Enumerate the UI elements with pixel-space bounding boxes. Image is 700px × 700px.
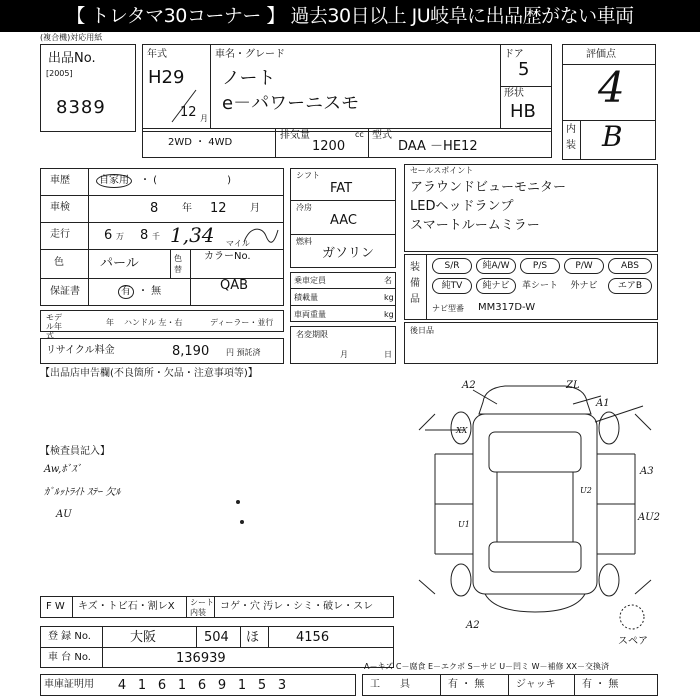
month: 12: [180, 105, 197, 120]
cert-digit: 4: [117, 678, 127, 693]
inspection-label: 車検: [50, 202, 70, 213]
mark-a2-top: A2: [462, 380, 476, 391]
recycle-unit: 円 預託済: [226, 348, 261, 357]
equip-ext-navi: 外ナビ: [570, 281, 598, 291]
navi-model: MM317D-W: [478, 302, 536, 313]
interior-score: B: [602, 120, 623, 153]
spare-label: スペア: [618, 636, 648, 647]
history-rest: ・ ( ): [140, 175, 231, 186]
remarks-header: 【出品店申告欄(不良箇所・欠品・注意事項等)】: [40, 368, 258, 379]
color-change-1: 色: [174, 254, 182, 263]
shift-value: FAT: [330, 181, 353, 196]
tools-value: 有 ・ 無: [448, 679, 485, 690]
fw-label: F W: [46, 601, 65, 612]
inspector-line3: AU: [56, 509, 72, 520]
displacement: 1200: [312, 139, 346, 154]
year-label: 年式: [147, 49, 167, 60]
lot-label: 出品No.: [48, 51, 96, 66]
warranty-yes: 有: [118, 285, 134, 299]
tools-label: 工 具: [370, 679, 410, 690]
reg-class: 504: [204, 630, 229, 645]
capacity-label: 乗車定員: [294, 276, 326, 285]
load-unit: kg: [384, 293, 394, 302]
doors: 5: [518, 59, 530, 80]
disp-label: 排気量: [280, 130, 310, 141]
cert-label: 車庫証明用: [44, 679, 94, 690]
rear-seat-label: 後日品: [410, 326, 434, 335]
history-label: 車歴: [50, 175, 70, 186]
equip-sr: S/R: [432, 258, 472, 274]
man-unit: 万: [116, 232, 124, 241]
multi-note: (複合機)対応用紙: [40, 33, 103, 42]
car-name: ノート: [222, 68, 276, 89]
ac-value: AAC: [330, 213, 357, 228]
recycle-label: リサイクル料金: [46, 345, 115, 356]
equip-pw: P/W: [564, 258, 604, 274]
era-year: H29: [148, 67, 185, 88]
seat-label-1: シート: [190, 598, 214, 607]
color-no-label: カラーNo.: [204, 251, 251, 262]
equip-alloy: 純A/W: [476, 258, 516, 274]
mileage-label: 走行: [50, 229, 70, 240]
model-code: DAA －HE12: [398, 139, 478, 154]
mark-a2-bottom: A2: [466, 620, 480, 631]
warranty-no: ・ 無: [138, 286, 162, 297]
damage-legend: A－キズ C－腐食 E－エクボ S－サビ U－凹ミ W－補修 XX－交換済: [364, 662, 610, 671]
sales-point-2: LEDヘッドランプ: [410, 199, 514, 214]
header-banner: 【 トレタマ30コーナー 】 過去30日以上 JU岐阜に出品歴がない車両: [0, 0, 700, 32]
mark-zl: ZL: [566, 380, 580, 391]
model-year-label: モデル年式: [46, 313, 62, 340]
fuel-value: ガソリン: [322, 246, 375, 261]
disp-unit: cc: [355, 130, 364, 139]
ink-marks: [226, 492, 256, 532]
cert-digit: 9: [217, 678, 227, 693]
fuel-label: 燃料: [296, 237, 312, 246]
cert-digit: 6: [197, 678, 207, 693]
cert-digit: 1: [137, 678, 147, 693]
shape-label: 形状: [504, 88, 524, 99]
chassis-number: 136939: [176, 651, 226, 666]
insp-month-unit: 月: [250, 203, 260, 214]
insp-year: 8: [150, 201, 159, 216]
equip-leather: 革シート: [521, 281, 558, 291]
recycle-amount: 8,190: [172, 344, 210, 359]
insp-month: 12: [210, 201, 227, 216]
equip-abs: ABS: [608, 258, 652, 274]
shift-label: シフト: [296, 171, 320, 180]
seat-label-2: 内装: [190, 608, 206, 617]
month-unit: 月: [200, 114, 208, 123]
seat-items: コゲ・穴 汚レ・シミ・破レ・スレ: [220, 601, 374, 612]
mark-a1: A1: [596, 398, 610, 409]
equip-label-3: 品: [410, 294, 420, 305]
weight-label: 車両重量: [294, 310, 326, 319]
name-label: 車名・グレード: [215, 49, 285, 60]
mileage-scribble: [240, 224, 280, 248]
cert-digit: 1: [177, 678, 187, 693]
ac-label: 冷房: [296, 203, 312, 212]
doors-label: ドア: [504, 49, 524, 60]
color-no: QAB: [220, 278, 249, 293]
sen-unit: 千: [152, 232, 160, 241]
equip-navi: 純ナビ: [476, 278, 516, 294]
name-change-label: 名変期限: [296, 330, 328, 339]
grade: e－パワーニスモ: [222, 93, 360, 114]
mark-u2: U2: [580, 486, 592, 495]
inspector-line1: Aw,ﾎﾞｽﾞ: [44, 464, 82, 475]
color-value: パール: [100, 256, 139, 271]
reg-kana: ほ: [246, 630, 260, 645]
model-year-unit: 年: [106, 318, 114, 327]
weight-unit: kg: [384, 310, 394, 319]
handle: ハンドル 左・右: [124, 318, 183, 327]
jack-value: 有 ・ 無: [582, 679, 619, 690]
jack-label: ジャッキ: [516, 679, 556, 690]
color-label: 色: [54, 257, 64, 268]
mileage-hand: 1,34: [170, 223, 215, 247]
sales-point-1: アラウンドビューモニター: [410, 180, 567, 195]
lot-number: 8389: [56, 97, 106, 118]
interior-label-2: 装: [566, 140, 576, 151]
equip-airbag: エアB: [608, 278, 652, 294]
mileage-man: 6: [104, 228, 113, 243]
lot-prefix: [2005]: [46, 69, 73, 78]
mark-u1: U1: [458, 520, 470, 529]
reg-area: 大阪: [130, 630, 157, 645]
name-change-month: 月: [340, 350, 348, 359]
load-label: 積載量: [294, 293, 318, 302]
score-label: 評価点: [586, 49, 616, 60]
rear-seat-box: [404, 322, 658, 364]
fw-items: キズ・トビ石・割レX: [78, 601, 175, 612]
warranty-label: 保証書: [50, 286, 80, 297]
history-value: 自家用: [96, 174, 132, 188]
equip-tv: 純TV: [432, 278, 472, 294]
drive-type: 2WD ・ 4WD: [168, 137, 233, 148]
score-value: 4: [598, 63, 625, 112]
color-change-2: 替: [174, 265, 182, 274]
equip-label-1: 装: [410, 262, 420, 273]
interior-label-1: 内: [566, 124, 576, 135]
cert-digit: 5: [257, 678, 267, 693]
sales-header: セールスポイント: [410, 166, 474, 175]
equip-ps: P/S: [520, 258, 560, 274]
inspector-header: 【検査員記入】: [40, 446, 110, 457]
car-damage-diagram: [405, 374, 665, 640]
mileage-unit: マイル: [226, 239, 250, 248]
sales-point-3: スマートルームミラー: [410, 218, 540, 233]
cert-digits: [112, 678, 292, 693]
capacity-unit: 名: [384, 276, 392, 285]
mark-xx: XX: [456, 426, 468, 435]
model-label: 型式: [372, 130, 392, 141]
insp-year-unit: 年: [182, 203, 192, 214]
reg-number: 4156: [296, 630, 330, 645]
reg-label: 登 録 No.: [48, 631, 91, 642]
chassis-label: 車 台 No.: [48, 652, 91, 663]
mileage-sen: 8: [140, 228, 149, 243]
cert-digit: 3: [277, 678, 287, 693]
inspector-line2: ｶﾞﾙｯﾄﾗｲﾄ ｽﾃｰ 欠ﾙ: [44, 487, 121, 498]
equip-label-2: 備: [410, 278, 420, 289]
cert-digit: 6: [157, 678, 167, 693]
shape: HB: [510, 101, 536, 122]
navi-label: ナビ型番: [432, 304, 464, 313]
dealer: ディーラー・並行: [210, 318, 274, 327]
cert-digit: 1: [237, 678, 247, 693]
name-change-day: 日: [384, 350, 392, 359]
mark-a3: A3: [640, 466, 654, 477]
mark-au2: AU2: [638, 512, 661, 523]
